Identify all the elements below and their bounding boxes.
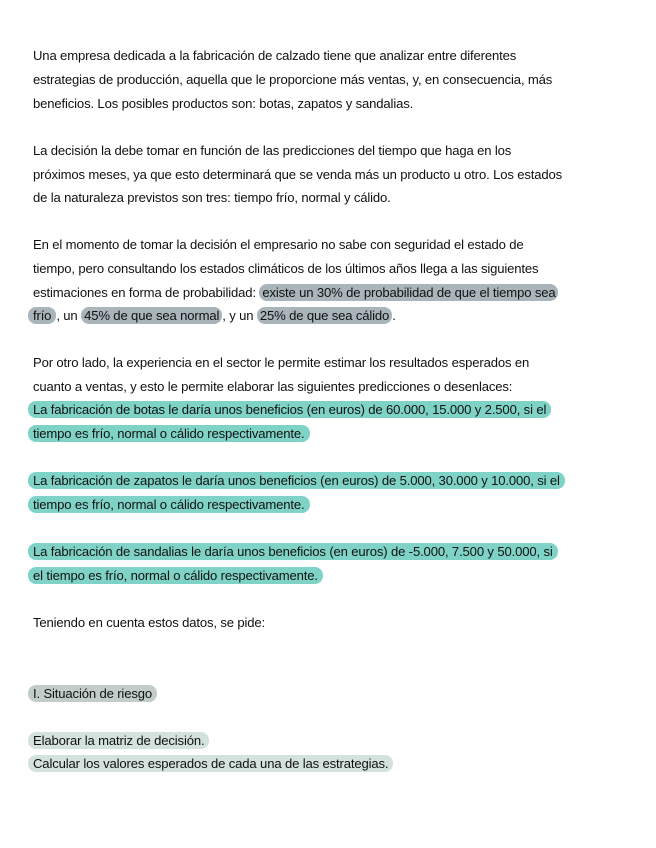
probability-highlight-warm: 25% de que sea cálido <box>257 307 392 324</box>
paragraph-2-line-2: próximos meses, ya que esto determinará que se venda más un producto u otro. Los estados <box>33 167 563 182</box>
probability-highlight-cold-end: frío <box>28 307 56 324</box>
paragraph-4-line-1: Por otro lado, la experiencia en el sector le permite estimar los resultados esperados en <box>33 355 530 370</box>
probability-highlight-cold: existe un 30% de probabilidad de que el tiempo sea <box>259 284 558 301</box>
probability-highlight-normal: 45% de que sea normal <box>81 307 222 324</box>
paragraph-3-line-4 <box>33 308 396 324</box>
paragraph-3-period: . <box>392 308 396 323</box>
paragraph-2-line-1: La decisión la debe tomar en función de las predicciones del tiempo que haga en los <box>33 143 512 158</box>
paragraph-1-line-2: estrategias de producción, aquella que le proporcione más ventas, y, en consecuencia, más <box>33 72 553 87</box>
outcome-zapatos-highlight-2: tiempo es frío, normal o cálido respectivamente. <box>28 496 310 513</box>
paragraph-1-line-1: Una empresa dedicada a la fabricación de calzado tiene que analizar entre diferentes <box>33 48 517 63</box>
paragraph-3-line-1: En el momento de tomar la decisión el empresario no sabe con seguridad el estado de <box>33 237 524 252</box>
outcome-botas-highlight-2: tiempo es frío, normal o cálido respectivamente. <box>28 425 310 442</box>
outcome-zapatos-line-2 <box>33 497 310 513</box>
section-heading <box>33 686 157 702</box>
outcome-botas-line-1 <box>33 402 551 418</box>
outcome-sandalias-line-2 <box>33 568 323 584</box>
paragraph-2-line-3: de la naturaleza previstos son tres: tiempo frío, normal y cálido. <box>33 190 391 205</box>
paragraph-3-separator-2: , y un <box>222 308 257 323</box>
task-item-2-highlight: Calcular los valores esperados de cada una de las estrategias. <box>28 755 393 772</box>
outcome-sandalias-line-1 <box>33 544 558 560</box>
outcome-sandalias-highlight-2: el tiempo es frío, normal o cálido respectivamente. <box>28 567 323 584</box>
outcome-zapatos-highlight-1: La fabricación de zapatos le daría unos beneficios (en euros) de 5.000, 30.000 y 10.000, si el <box>28 472 565 489</box>
task-item-1-highlight: Elaborar la matriz de decisión. <box>28 732 209 749</box>
paragraph-3-line-2: tiempo, pero consultando los estados climáticos de los últimos años llega a las siguientes <box>33 261 539 276</box>
outcome-botas-line-2 <box>33 426 310 442</box>
paragraph-3-line-3 <box>33 285 558 301</box>
paragraph-1-line-3: beneficios. Los posibles productos son: botas, zapatos y sandalias. <box>33 96 414 111</box>
request-intro: Teniendo en cuenta estos datos, se pide: <box>33 615 266 630</box>
outcome-botas-highlight-1: La fabricación de botas le daría unos beneficios (en euros) de 60.000, 15.000 y 2.500, si el <box>28 401 551 418</box>
paragraph-3-line-3-text: estimaciones en forma de probabilidad: <box>33 285 260 300</box>
paragraph-4-line-2: cuanto a ventas, y esto le permite elaborar las siguientes predicciones o desenlaces: <box>33 379 513 394</box>
task-item-2 <box>33 756 393 772</box>
outcome-sandalias-highlight-1: La fabricación de sandalias le daría unos beneficios (en euros) de -5.000, 7.500 y 50.000, si <box>28 543 558 560</box>
outcome-zapatos-line-1 <box>33 473 565 489</box>
task-item-1 <box>33 733 209 749</box>
paragraph-3-separator-1: , un <box>56 308 82 323</box>
section-heading-highlight: I. Situación de riesgo <box>28 685 157 702</box>
